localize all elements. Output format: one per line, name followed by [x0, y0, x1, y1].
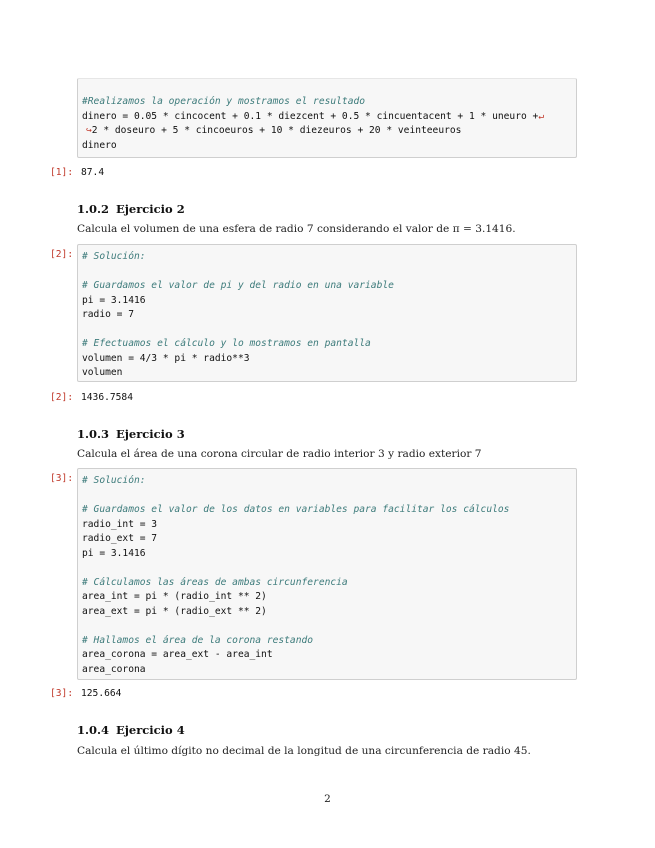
code-line [82, 489, 572, 504]
code-line: radio_ext = 7 [82, 533, 158, 544]
code-cell-2[interactable] [77, 244, 577, 382]
section-number: 1.0.2 [77, 202, 110, 216]
code-line [82, 323, 572, 338]
page-number: 2 [324, 793, 331, 805]
code-line: area_ext = pi * (radio_ext ** 2) [82, 605, 267, 617]
section-heading [77, 427, 185, 441]
section-number: 1.0.3 [77, 427, 110, 441]
code-line: dinero [82, 139, 117, 151]
code-line: ↪2 * doseuro + 5 * cincoeuros + 10 * diezeuros + 20 * veinteeuros [82, 124, 572, 139]
code-line: volumen [82, 367, 123, 378]
code-line: # Guardamos el valor de pi y del radio en una variable [82, 280, 394, 291]
code-line: # Solución: [82, 251, 146, 262]
code-line: area_int = pi * (radio_int ** 2) [82, 591, 267, 602]
code-line: radio_int = 3 [82, 518, 158, 530]
section-title: Ejercicio 4 [116, 723, 185, 737]
exercise-text: Calcula el área de una corona circular de radio interior 3 y radio exterior 7 [77, 448, 482, 460]
section-number: 1.0.4 [77, 723, 110, 737]
code-line [82, 619, 572, 634]
code-line: # Hallamos el área de la corona restando [82, 634, 314, 646]
code-cell-3[interactable] [77, 468, 577, 680]
line-continuation-icon: ↪ [86, 125, 92, 136]
line-wrap-icon: ↵ [538, 110, 545, 122]
exercise-text: Calcula el último dígito no decimal de la longitud de una circunferencia de radio 45. [77, 745, 531, 757]
output-value: 87.4 [81, 167, 105, 178]
section-heading [77, 202, 185, 216]
code-line: pi = 3.1416 [82, 294, 146, 306]
code-line: # Cálculamos las áreas de ambas circunferencia [82, 576, 348, 588]
section-heading [77, 723, 185, 737]
output-prompt: [1]: [50, 167, 74, 178]
code-line: volumen = 4/3 * pi * radio**3 [82, 352, 250, 364]
code-line: # Solución: [82, 475, 146, 486]
code-line [82, 265, 572, 280]
output-value: 1436.7584 [81, 392, 133, 403]
code-cell-1[interactable] [77, 78, 577, 158]
code-line: pi = 3.1416 [82, 547, 146, 559]
input-prompt: [3]: [50, 473, 74, 484]
code-line: area_corona = area_ext - area_int [82, 649, 273, 660]
output-prompt: [2]: [50, 392, 74, 403]
code-line: area_corona [82, 663, 146, 675]
code-line [82, 561, 572, 576]
code-line: radio = 7 [82, 309, 134, 320]
section-title: Ejercicio 3 [116, 427, 185, 441]
code-line: dinero = 0.05 * cincocent + 0.1 * diezcent + 0.5 * cincuentacent + 1 * uneuro +↵ [82, 110, 545, 122]
section-title: Ejercicio 2 [116, 202, 185, 216]
input-prompt: [2]: [50, 249, 74, 260]
code-line: #Realizamos la operación y mostramos el resultado [82, 96, 366, 107]
code-line: # Efectuamos el cálculo y lo mostramos en pantalla [82, 338, 371, 349]
exercise-text: Calcula el volumen de una esfera de radio 7 considerando el valor de π = 3.1416. [77, 223, 516, 235]
code-line: # Guardamos el valor de los datos en variables para facilitar los cálculos [82, 504, 510, 515]
output-prompt: [3]: [50, 688, 74, 699]
output-value: 125.664 [81, 688, 122, 699]
